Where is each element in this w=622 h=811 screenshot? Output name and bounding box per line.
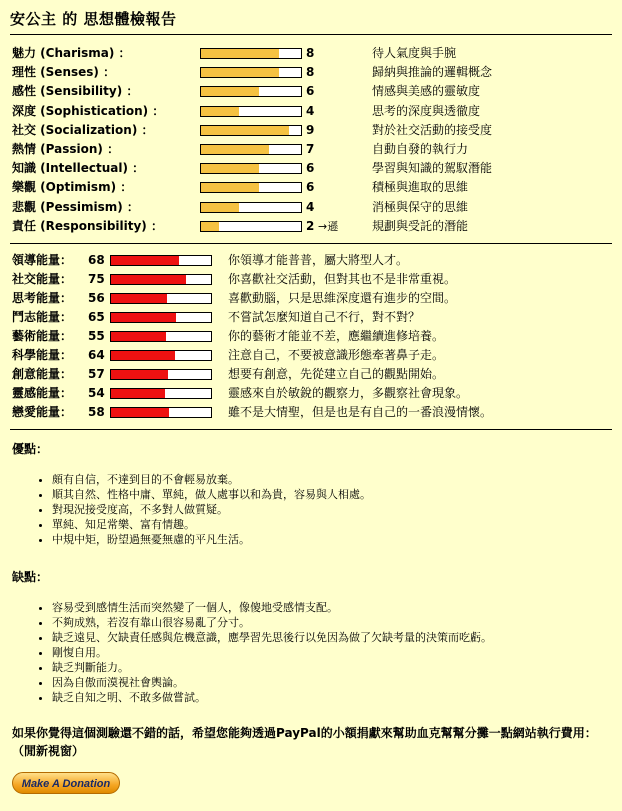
page-title: 安公主 的 思想體檢報告 <box>10 10 177 28</box>
power-label: 社交能量： <box>12 272 73 286</box>
trait-desc: 消極與保守的思維 <box>372 199 469 214</box>
trait-row <box>12 217 612 236</box>
trait-desc: 思考的深度與透徹度 <box>372 103 481 118</box>
power-score: 75 <box>88 272 105 286</box>
power-bar-fill <box>111 275 186 284</box>
power-label: 領導能量： <box>12 253 73 267</box>
trait-score: 6 <box>306 84 315 99</box>
trait-score: 6 <box>306 180 315 195</box>
donate-button[interactable]: Make A Donation <box>12 772 120 794</box>
power-bar <box>110 274 212 285</box>
trait-row <box>12 82 612 101</box>
list-item: • 對現況接受度高，不多對人做質疑。 <box>52 502 371 517</box>
trait-desc: 歸納與推論的邏輯概念 <box>372 65 493 80</box>
trait-bar-fill <box>201 68 279 77</box>
trait-bar <box>200 163 302 174</box>
trait-row <box>12 44 612 63</box>
power-score: 68 <box>88 253 105 267</box>
trait-score: 4 <box>306 103 315 118</box>
power-label: 戀愛能量： <box>12 405 73 419</box>
paypal-note: 如果你覺得這個測驗還不錯的話，希望您能夠透過PayPal的小額捐獻來幫助血克幫幫分攤一點網站執行費用：（閒新視窗） <box>12 726 597 758</box>
trait-label: 責任 (Responsibility) ： <box>12 218 163 233</box>
power-score: 65 <box>88 310 105 324</box>
strengths-heading: 優點： <box>12 442 49 456</box>
list-item: • 剛愎自用。 <box>52 645 492 660</box>
power-label: 藝術能量： <box>12 329 73 343</box>
power-label: 科學能量： <box>12 348 73 362</box>
power-bar-fill <box>111 389 165 398</box>
trait-bar-fill <box>201 222 219 231</box>
power-desc: 不嘗試怎麼知道自己不行，對不對？ <box>228 310 421 324</box>
power-score: 54 <box>88 386 105 400</box>
power-score: 58 <box>88 405 105 419</box>
trait-row <box>12 198 612 217</box>
trait-bar <box>200 144 302 155</box>
trait-row <box>12 102 612 121</box>
power-bar-fill <box>111 294 167 303</box>
power-row <box>12 403 612 422</box>
trait-score: 2 <box>306 218 315 233</box>
trait-desc: 待人氣度與手腕 <box>372 46 457 60</box>
trait-bar <box>200 125 302 136</box>
trait-row <box>12 63 612 82</box>
power-bar-fill <box>111 313 176 322</box>
power-row <box>12 365 612 384</box>
list-item: • 缺乏自知之明、不敢多做嘗試。 <box>52 690 492 705</box>
power-desc: 想要有創意，先從建立自己的觀點開始。 <box>228 367 445 381</box>
power-bar-fill <box>111 256 179 265</box>
power-bar-fill <box>111 332 166 341</box>
power-bar <box>110 312 212 323</box>
trait-bar-fill <box>201 183 259 192</box>
list-item: • 不夠成熟，若沒有靠山很容易亂了分寸。 <box>52 615 492 630</box>
weaknesses-list <box>12 600 492 705</box>
power-row <box>12 289 612 308</box>
list-item: • 缺乏判斷能力。 <box>52 660 492 675</box>
power-score: 55 <box>88 329 105 343</box>
power-bar <box>110 331 212 342</box>
trait-bar <box>200 86 302 97</box>
power-bar <box>110 369 212 380</box>
power-row <box>12 308 612 327</box>
trait-desc: 學習與知識的駕馭潛能 <box>372 161 493 176</box>
power-bar-fill <box>111 351 175 360</box>
trait-row <box>12 140 612 159</box>
power-row <box>12 270 612 289</box>
trait-bar-fill <box>201 107 239 116</box>
trait-label: 知識 (Intellectual) ： <box>12 161 145 176</box>
trait-score: 9 <box>306 122 315 137</box>
trait-bar <box>200 48 302 59</box>
title-divider <box>10 34 612 35</box>
trait-bar <box>200 106 302 117</box>
trait-desc: 自動自發的執行力 <box>372 142 469 156</box>
trait-row <box>12 121 612 140</box>
trait-bar <box>200 67 302 78</box>
trait-score: 8 <box>306 46 315 60</box>
trait-label: 悲觀 (Pessimism) ： <box>12 199 139 214</box>
power-bar <box>110 255 212 266</box>
traits-divider <box>10 243 612 244</box>
trait-score: 8 <box>306 65 315 80</box>
trait-label: 熱情 (Passion) ： <box>12 142 120 156</box>
trait-label: 感性 (Sensibility) ： <box>12 84 139 99</box>
power-label: 靈感能量： <box>12 386 73 400</box>
trait-note: →遜 <box>318 219 339 233</box>
power-label: 鬥志能量： <box>12 310 73 324</box>
trait-bar-fill <box>201 164 259 173</box>
trait-bar <box>200 182 302 193</box>
trait-bar-fill <box>201 145 269 154</box>
list-item: • 容易受到感情生活而突然變了一個人，像傻地受感情支配。 <box>52 600 492 615</box>
power-desc: 靈感來自於敏銳的觀察力，多觀察社會現象。 <box>228 386 469 400</box>
power-bar <box>110 293 212 304</box>
trait-desc: 情感與美感的靈敏度 <box>372 84 481 99</box>
trait-bar-fill <box>201 126 289 135</box>
trait-desc: 對於社交活動的接受度 <box>372 122 493 137</box>
power-desc: 你的藝術才能並不差，應繼續進修培養。 <box>228 329 445 343</box>
list-item: • 因為自傲而漠視社會輿論。 <box>52 675 492 690</box>
power-desc: 雖不是大情聖，但是也是有自己的一番浪漫情懷。 <box>228 405 493 419</box>
list-item: • 單純、知足常樂、富有情趣。 <box>52 517 371 532</box>
weaknesses-heading: 缺點： <box>12 570 49 584</box>
power-bar-fill <box>111 408 169 417</box>
power-bar <box>110 350 212 361</box>
power-label: 思考能量： <box>12 291 73 305</box>
trait-score: 4 <box>306 199 315 214</box>
power-bar <box>110 388 212 399</box>
trait-label: 魅力 (Charisma) ： <box>12 46 131 60</box>
power-row <box>12 384 612 403</box>
power-desc: 你喜歡社交活動，但對其也不是非常重視。 <box>228 272 457 286</box>
trait-desc: 規劃與受託的潛能 <box>372 218 469 233</box>
power-row <box>12 327 612 346</box>
trait-label: 社交 (Socialization) ： <box>12 122 154 137</box>
trait-row <box>12 178 612 197</box>
trait-score: 7 <box>306 142 315 156</box>
power-row <box>12 251 612 270</box>
power-desc: 你領導才能普普，屬大將型人才。 <box>228 253 409 267</box>
strengths-list <box>12 472 371 547</box>
power-bar-fill <box>111 370 168 379</box>
power-score: 56 <box>88 291 105 305</box>
trait-bar-fill <box>201 203 239 212</box>
trait-desc: 積極與進取的思維 <box>372 180 469 195</box>
trait-label: 理性 (Senses) ： <box>12 65 116 80</box>
trait-label: 樂觀 (Optimism) ： <box>12 180 133 195</box>
list-item: • 頗有自信，不達到目的不會輕易放棄。 <box>52 472 371 487</box>
power-score: 57 <box>88 367 105 381</box>
power-score: 64 <box>88 348 105 362</box>
power-desc: 注意自己，不要被意識形態牽著鼻子走。 <box>228 348 445 362</box>
trait-bar-fill <box>201 87 259 96</box>
trait-label: 深度 (Sophistication) ： <box>12 103 165 118</box>
power-label: 創意能量： <box>12 367 73 381</box>
list-item: • 缺乏遠見、欠缺責任感與危機意識，應學習先思後行以免因為做了欠缺考量的決策而吃虧。 <box>52 630 492 645</box>
trait-bar <box>200 202 302 213</box>
powers-divider <box>10 429 612 430</box>
list-item: • 中規中矩，盼望過無憂無慮的平凡生活。 <box>52 532 371 547</box>
trait-bar <box>200 221 302 232</box>
power-row <box>12 346 612 365</box>
trait-bar-fill <box>201 49 279 58</box>
trait-row <box>12 159 612 178</box>
power-bar <box>110 407 212 418</box>
trait-score: 6 <box>306 161 315 176</box>
list-item: • 順其自然、性格中庸、單純，做人處事以和為貴，容易與人相處。 <box>52 487 371 502</box>
power-desc: 喜歡動腦，只是思維深度還有進步的空間。 <box>228 291 457 305</box>
